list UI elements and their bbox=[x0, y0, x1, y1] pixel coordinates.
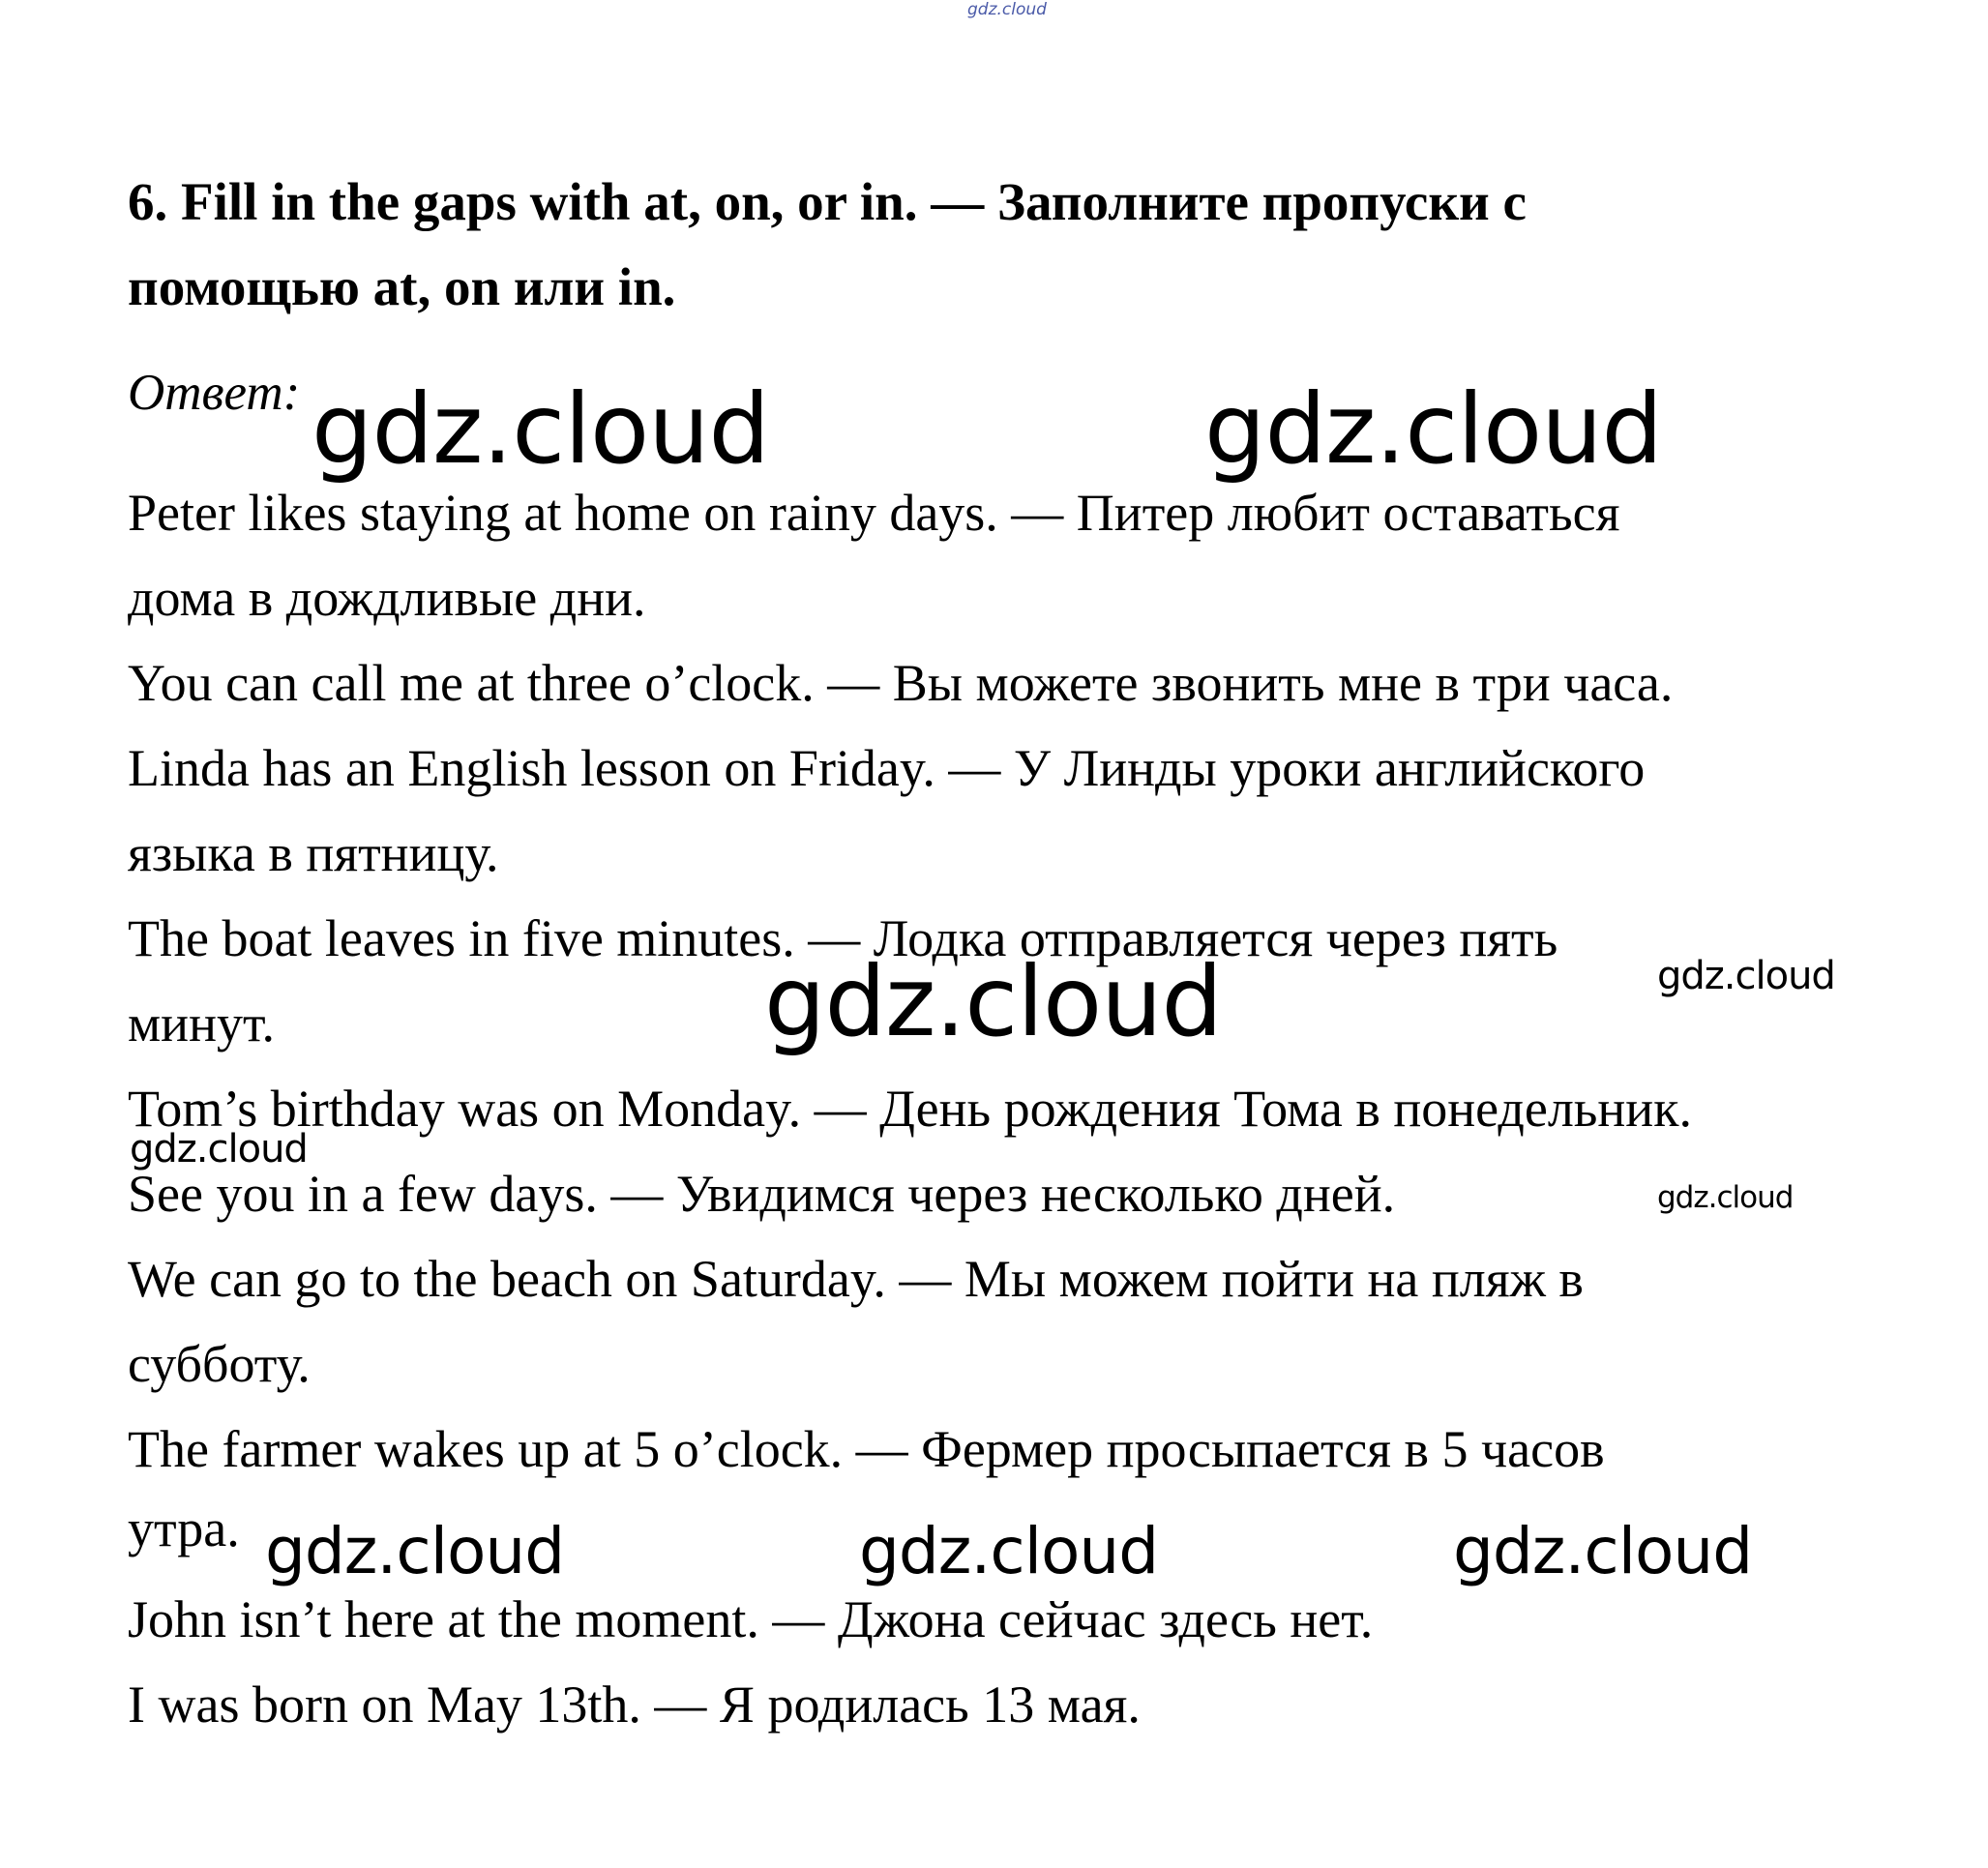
answer-line: John isn’t here at the moment. — Джона сейчас здесь нет. bbox=[128, 1590, 1374, 1648]
answer-line: The boat leaves in five minutes. — Лодка отправляется через пять bbox=[128, 909, 1558, 967]
answer-line: дома в дождливые дни. bbox=[128, 569, 646, 627]
watermark: gdz.cloud bbox=[1204, 372, 1663, 486]
watermark: gdz.cloud bbox=[859, 1514, 1159, 1588]
answer-line: We can go to the beach on Saturday. — Мы можем пойти на пляж в bbox=[128, 1250, 1584, 1308]
answer-line: утра. bbox=[128, 1499, 240, 1557]
answer-line: I was born on May 13th. — Я родилась 13 мая. bbox=[128, 1675, 1141, 1734]
watermark: gdz.cloud bbox=[764, 945, 1223, 1058]
answer-line: Tom’s birthday was on Monday. — День рождения Тома в понедельник. bbox=[128, 1080, 1692, 1138]
answer-line: языка в пятницу. bbox=[128, 824, 499, 882]
exercise-heading: 6. Fill in the gaps with at, on, or in. — Заполните пропуски с помощью at, on или in. bbox=[128, 172, 1527, 316]
watermark: gdz.cloud bbox=[130, 1127, 308, 1171]
watermark: gdz.cloud bbox=[1657, 954, 1835, 998]
answer-line: Peter likes staying at home on rainy days. — Питер любит оставаться bbox=[128, 484, 1620, 542]
watermark: gdz.cloud bbox=[265, 1514, 565, 1588]
watermark: gdz.cloud bbox=[1453, 1514, 1753, 1588]
answer-line: минут. bbox=[128, 994, 276, 1053]
watermark: gdz.cloud bbox=[312, 372, 770, 486]
answer-label: Ответ: bbox=[128, 365, 301, 421]
answer-line: You can call me at three o’clock. — Вы можете звонить мне в три часа. bbox=[128, 654, 1674, 712]
answer-line: See you in a few days. — Увидимся через несколько дней. bbox=[128, 1165, 1396, 1223]
header-watermark: gdz.cloud bbox=[967, 0, 1047, 19]
answer-line: Linda has an English lesson on Friday. — У Линды уроки английского bbox=[128, 739, 1646, 797]
answer-line: субботу. bbox=[128, 1335, 311, 1393]
answer-line: The farmer wakes up at 5 o’clock. — Фермер просыпается в 5 часов bbox=[128, 1420, 1605, 1478]
watermark: gdz.cloud bbox=[1657, 1180, 1794, 1215]
